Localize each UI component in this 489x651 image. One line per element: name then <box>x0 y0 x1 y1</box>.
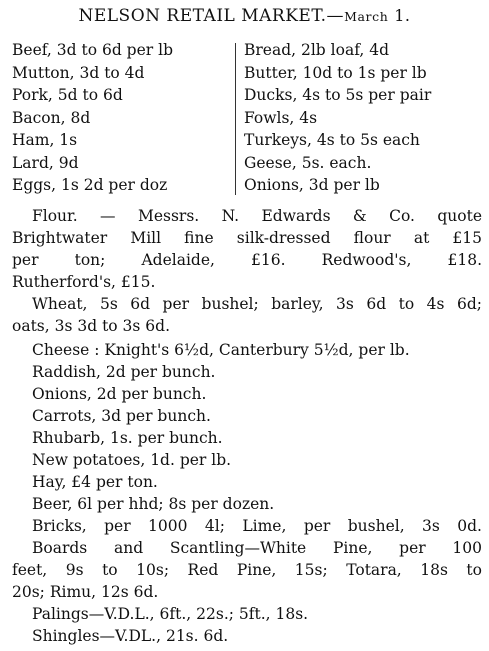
market-report-heading <box>0 6 489 26</box>
price-line: Turkeys, 4s to 5s each <box>244 131 420 149</box>
price-line: Bread, 2lb loaf, 4d <box>244 41 390 59</box>
price-line: Beef, 3d to 6d per lb <box>12 41 173 59</box>
price-line: Fowls, 4s <box>244 108 318 127</box>
text-line: Rutherford's, £15. <box>12 273 156 291</box>
palings-line: Palings—V.D.L., 6ft., 22s.; 5ft., 18s. <box>32 605 309 623</box>
bricks-line: Bricks, per 1000 4l; Lime, per bushel, 3s 0d. <box>32 517 482 535</box>
flour-paragraph <box>12 205 482 293</box>
price-line: Ham, 1s <box>12 131 78 149</box>
rhubarb-line: Rhubarb, 1s. per bunch. <box>32 429 223 447</box>
price-list-right <box>244 39 484 197</box>
heading-day: 1. <box>394 6 411 25</box>
price-line: Eggs, 1s 2d per doz <box>12 176 168 194</box>
text-line: feet, 9s to 10s; Red Pine, 15s; Totara, 18s to <box>12 561 482 579</box>
hay-line: Hay, £4 per ton. <box>32 473 158 491</box>
text-line: Boards and Scantling—White Pine, per 100 <box>32 539 482 557</box>
wheat-paragraph <box>12 293 482 337</box>
raddish-line: Raddish, 2d per bunch. <box>32 363 216 381</box>
price-list-left <box>12 39 234 197</box>
potatoes-line: New potatoes, 1d. per lb. <box>32 451 232 469</box>
price-list-columns <box>12 39 482 197</box>
price-line: Bacon, 8d <box>12 108 91 127</box>
shingles-line: Shingles—V.DL., 21s. 6d. <box>32 627 229 645</box>
text-line: per ton; Adelaide, £16. Redwood's, £18. <box>12 251 482 269</box>
cheese-line: Cheese : Knight's 6½d, Canterbury 5½d, per lb. <box>32 341 410 359</box>
price-line: Mutton, 3d to 4d <box>12 63 145 82</box>
text-line: oats, 3s 3d to 3s 6d. <box>12 317 171 335</box>
onions-line: Onions, 2d per bunch. <box>32 385 207 403</box>
heading-market-name: NELSON RETAIL MARKET.— <box>78 6 345 26</box>
timber-lines <box>12 603 482 647</box>
text-line: Brightwater Mill fine silk-dressed flour at £15 <box>12 229 482 247</box>
price-line: Geese, 5s. each. <box>244 153 372 172</box>
price-line: Lard, 9d <box>12 153 79 172</box>
text-line: 20s; Rimu, 12s 6d. <box>12 583 159 601</box>
carrots-line: Carrots, 3d per bunch. <box>32 407 211 425</box>
price-line: Pork, 5d to 6d <box>12 86 123 104</box>
beer-line: Beer, 6l per hhd; 8s per dozen. <box>32 495 275 513</box>
price-line: Butter, 10d to 1s per lb <box>244 63 427 82</box>
boards-paragraph <box>12 537 482 603</box>
text-line: Flour. — Messrs. N. Edwards & Co. quote <box>32 207 482 225</box>
heading-month: March <box>344 9 389 24</box>
text-line: Wheat, 5s 6d per bushel; barley, 3s 6d to 4s 6d; <box>32 295 482 313</box>
column-divider <box>235 43 236 195</box>
price-line: Ducks, 4s to 5s per pair <box>244 86 432 104</box>
price-line: Onions, 3d per lb <box>244 176 380 194</box>
produce-lines <box>12 339 482 537</box>
